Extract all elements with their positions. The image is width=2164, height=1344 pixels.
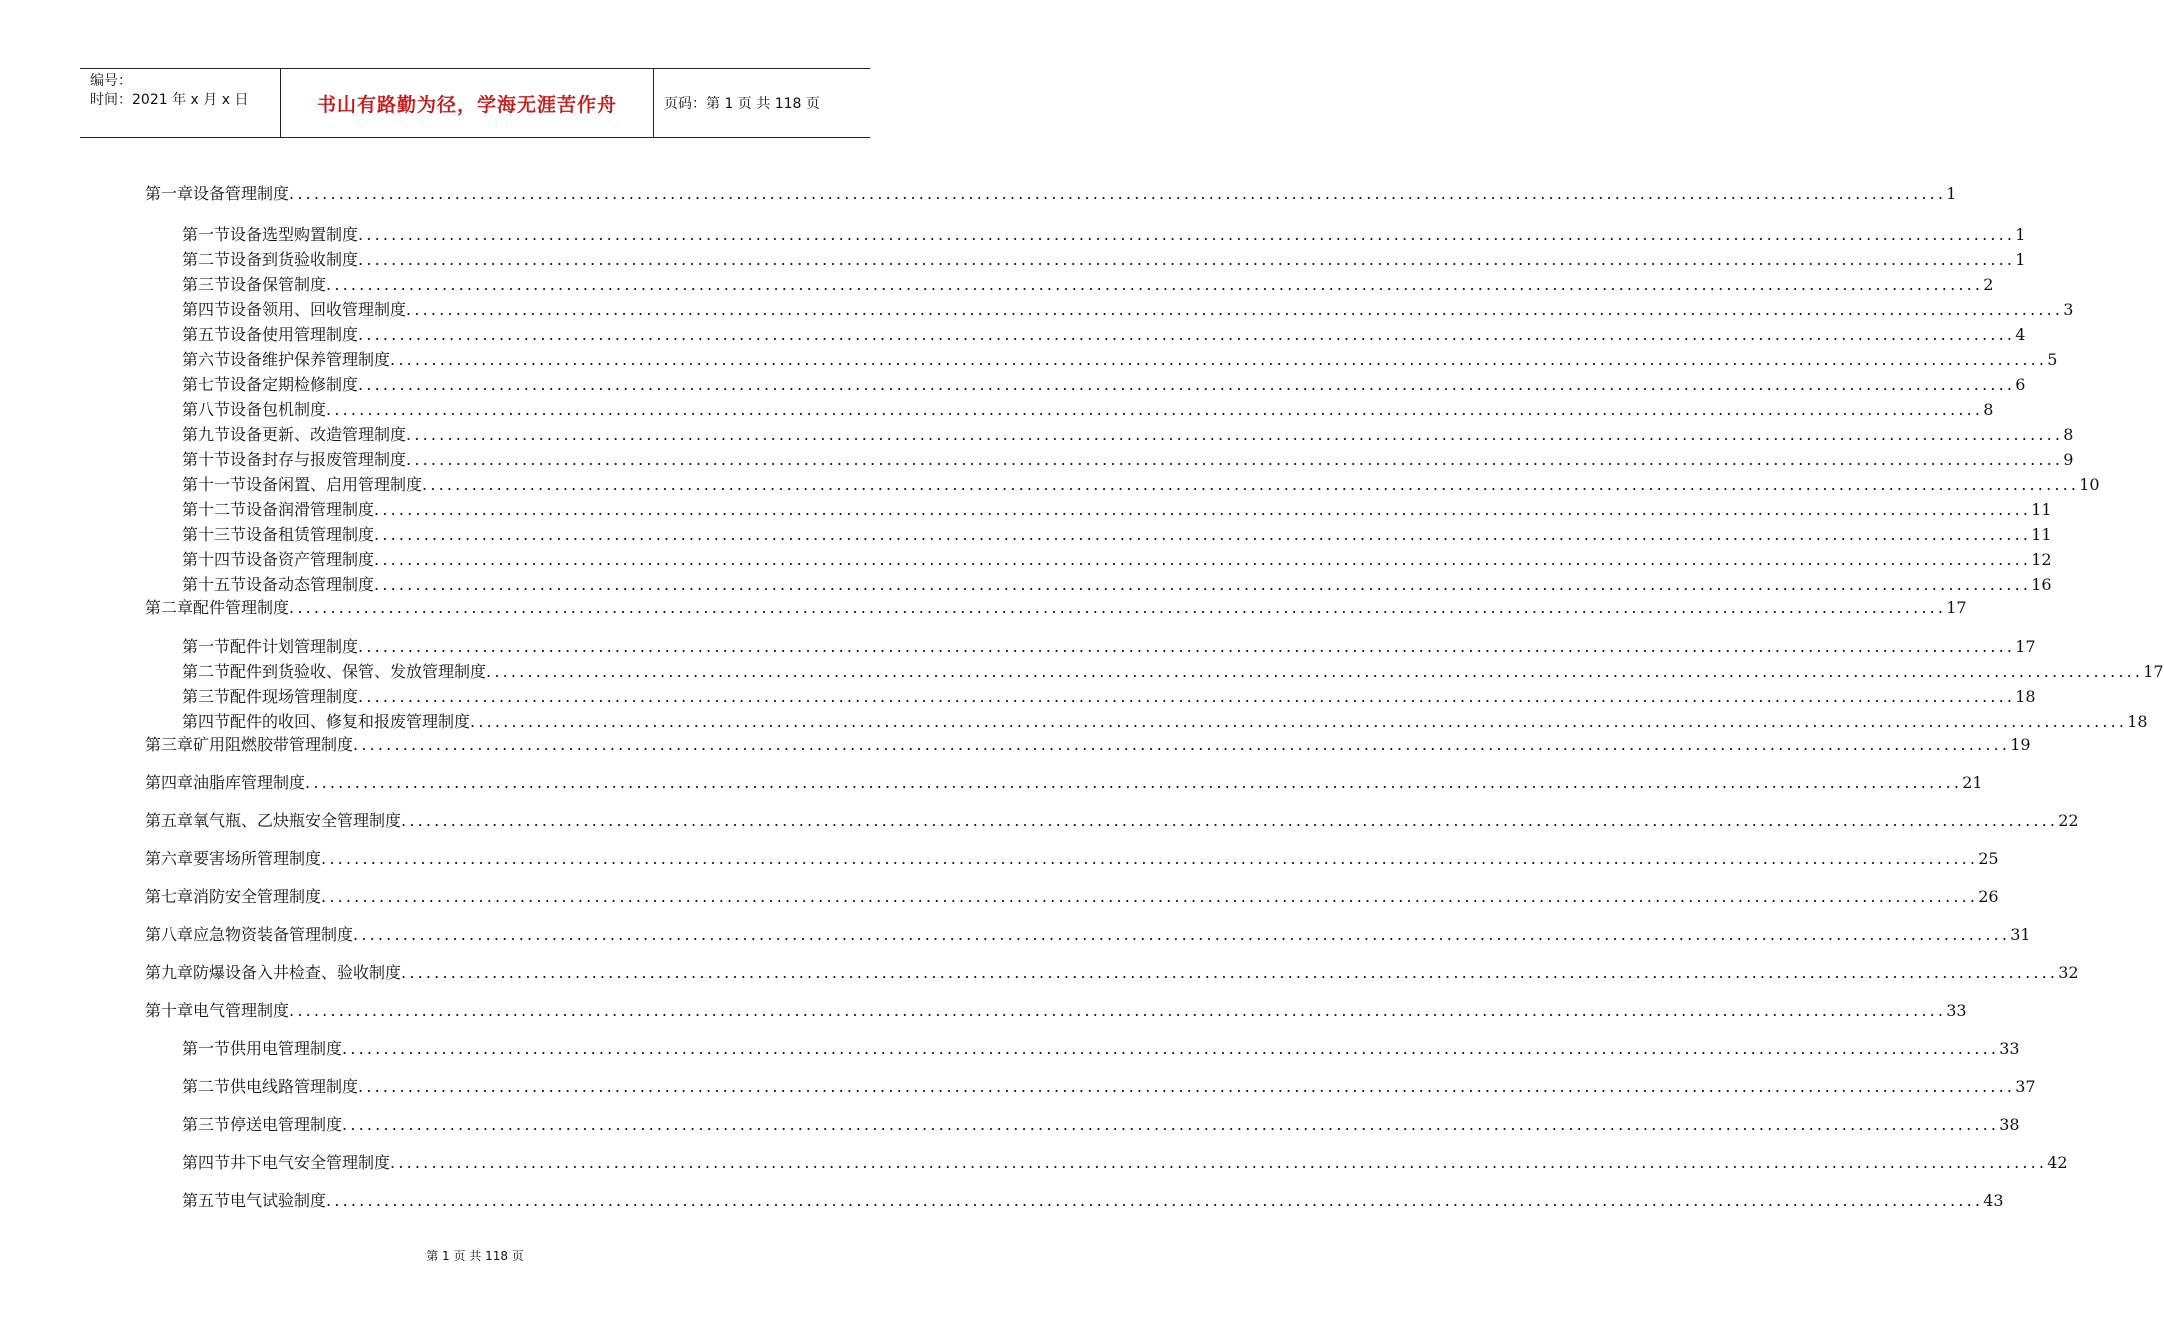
toc-page-number: 25 <box>1978 849 1999 868</box>
toc-title: 设备包机制度 <box>230 400 327 419</box>
toc-leader-dots: ........................................................................................................................................................................................................ <box>406 300 2064 319</box>
toc-title: 设备到货验收制度 <box>230 250 359 269</box>
toc-section-entry[interactable] <box>182 1076 2036 1098</box>
toc-number: 第八章 <box>145 925 194 944</box>
header-page-label: 页码：第 1 页 共 118 页 <box>664 96 820 112</box>
toc-number: 第十四节 <box>182 550 247 569</box>
toc-section-entry[interactable] <box>182 661 2164 683</box>
toc-title: 配件计划管理制度 <box>230 637 359 656</box>
toc-page-number: 4 <box>2015 325 2026 344</box>
toc-title: 设备更新、改造管理制度 <box>230 425 407 444</box>
toc-leader-dots: ........................................................................................................................................................................................................ <box>358 687 2016 706</box>
toc-title: 矿用阻燃胶带管理制度 <box>193 735 354 754</box>
toc-leader-dots: ........................................................................................................................................................................................................ <box>406 425 2064 444</box>
toc-number: 第一节 <box>182 637 231 656</box>
toc-number: 第十节 <box>182 450 231 469</box>
toc-number: 第五章 <box>145 811 194 830</box>
toc-number: 第六章 <box>145 849 194 868</box>
toc-page-number: 31 <box>2010 925 2031 944</box>
toc-number: 第七节 <box>182 375 231 394</box>
toc-section-entry[interactable] <box>182 1114 2020 1136</box>
toc-section-entry[interactable] <box>182 349 2058 371</box>
toc-number: 第四章 <box>145 773 194 792</box>
page-footer: 第 1 页 共 118 页 <box>426 1249 524 1263</box>
toc-chapter-entry[interactable] <box>145 772 1983 794</box>
toc-page-number: 22 <box>2058 811 2079 830</box>
toc-page-number: 16 <box>2031 575 2052 594</box>
toc-leader-dots: ........................................................................................................................................................................................................ <box>353 925 2011 944</box>
toc-number: 第二节 <box>182 250 231 269</box>
toc-number: 第十五节 <box>182 575 247 594</box>
toc-leader-dots: ........................................................................................................................................................................................................ <box>374 550 2032 569</box>
toc-leader-dots: ........................................................................................................................................................................................................ <box>358 375 2016 394</box>
toc-number: 第二节 <box>182 1077 231 1096</box>
toc-number: 第二节 <box>182 662 231 681</box>
toc-section-entry[interactable] <box>182 1190 2004 1212</box>
toc-section-entry[interactable] <box>182 299 2074 321</box>
toc-section-entry[interactable] <box>182 324 2026 346</box>
toc-page-number: 17 <box>2143 662 2164 681</box>
toc-title: 设备领用、回收管理制度 <box>230 300 407 319</box>
toc-leader-dots: ........................................................................................................................................................................................................ <box>358 225 2016 244</box>
toc-leader-dots: ........................................................................................................................................................................................................ <box>470 712 2128 731</box>
toc-number: 第四节 <box>182 300 231 319</box>
toc-title: 电气试验制度 <box>230 1191 327 1210</box>
toc-leader-dots: ........................................................................................................................................................................................................ <box>342 1115 2000 1134</box>
page-header <box>80 68 870 138</box>
toc-chapter-entry[interactable] <box>145 734 2031 756</box>
toc-title: 设备维护保养管理制度 <box>230 350 391 369</box>
toc-leader-dots: ........................................................................................................................................................................................................ <box>342 1039 2000 1058</box>
toc-number: 第九章 <box>145 963 194 982</box>
toc-title: 氧气瓶、乙炔瓶安全管理制度 <box>193 811 402 830</box>
toc-leader-dots: ........................................................................................................................................................................................................ <box>374 500 2032 519</box>
toc-page-number: 8 <box>1983 400 1994 419</box>
header-motto: 书山有路勤为径，学海无涯苦作舟 <box>281 69 654 137</box>
toc-leader-dots: ........................................................................................................................................................................................................ <box>326 400 1984 419</box>
toc-leader-dots: ........................................................................................................................................................................................................ <box>401 811 2059 830</box>
time-label: 时间：2021 年 x 月 x 日 <box>90 92 249 108</box>
toc-page-number: 37 <box>2015 1077 2036 1096</box>
toc-section-entry[interactable] <box>182 499 2052 521</box>
toc-title: 设备保管制度 <box>230 275 327 294</box>
toc-title: 设备使用管理制度 <box>230 325 359 344</box>
toc-section-entry[interactable] <box>182 249 2026 271</box>
toc-page-number: 33 <box>1999 1039 2020 1058</box>
toc-title: 设备租赁管理制度 <box>246 525 375 544</box>
header-left-cell <box>80 69 281 137</box>
toc-number: 第四节 <box>182 1153 231 1172</box>
toc-section-entry[interactable] <box>182 1152 2068 1174</box>
toc-leader-dots: ........................................................................................................................................................................................................ <box>374 525 2032 544</box>
toc-chapter-entry[interactable] <box>145 962 2079 984</box>
toc-title: 要害场所管理制度 <box>193 849 322 868</box>
toc-leader-dots: ........................................................................................................................................................................................................ <box>321 849 1979 868</box>
toc-leader-dots: ........................................................................................................................................................................................................ <box>326 275 1984 294</box>
toc-title: 电气管理制度 <box>193 1001 290 1020</box>
toc-page-number: 1 <box>1946 184 1957 203</box>
toc-page-number: 21 <box>1962 773 1983 792</box>
toc-leader-dots: ........................................................................................................................................................................................................ <box>321 887 1979 906</box>
toc-number: 第十一节 <box>182 475 247 494</box>
toc-chapter-entry[interactable] <box>145 924 2031 946</box>
toc-section-entry[interactable] <box>182 686 2036 708</box>
toc-page-number: 1 <box>2015 225 2026 244</box>
toc-section-entry[interactable] <box>182 424 2074 446</box>
toc-leader-dots: ........................................................................................................................................................................................................ <box>358 325 2016 344</box>
toc-page-number: 5 <box>2047 350 2058 369</box>
toc-leader-dots: ........................................................................................................................................................................................................ <box>486 662 2144 681</box>
toc-title: 消防安全管理制度 <box>193 887 322 906</box>
toc-leader-dots: ........................................................................................................................................................................................................ <box>422 475 2080 494</box>
toc-page-number: 18 <box>2015 687 2036 706</box>
toc-chapter-entry[interactable] <box>145 183 1957 205</box>
toc-number: 第一节 <box>182 1039 231 1058</box>
toc-chapter-entry[interactable] <box>145 810 2079 832</box>
toc-page-number: 6 <box>2015 375 2026 394</box>
toc-title: 配件管理制度 <box>193 598 290 617</box>
toc-leader-dots: ........................................................................................................................................................................................................ <box>358 637 2016 656</box>
toc-title: 设备定期检修制度 <box>230 375 359 394</box>
toc-number: 第三节 <box>182 1115 231 1134</box>
toc-page-number: 26 <box>1978 887 1999 906</box>
toc-page-number: 3 <box>2063 300 2074 319</box>
toc-title: 应急物资装备管理制度 <box>193 925 354 944</box>
toc-leader-dots: ........................................................................................................................................................................................................ <box>406 450 2064 469</box>
toc-title: 防爆设备入井检查、验收制度 <box>193 963 402 982</box>
toc-chapter-entry[interactable] <box>145 597 1967 619</box>
toc-section-entry[interactable] <box>182 399 1994 421</box>
toc-number: 第一章 <box>145 184 194 203</box>
toc-leader-dots: ........................................................................................................................................................................................................ <box>353 735 2011 754</box>
toc-page-number: 1 <box>2015 250 2026 269</box>
toc-leader-dots: ........................................................................................................................................................................................................ <box>358 1077 2016 1096</box>
toc-number: 第六节 <box>182 350 231 369</box>
toc-title: 设备选型购置制度 <box>230 225 359 244</box>
toc-page-number: 33 <box>1946 1001 1967 1020</box>
toc-title: 配件现场管理制度 <box>230 687 359 706</box>
toc-page-number: 12 <box>2031 550 2052 569</box>
toc-leader-dots: ........................................................................................................................................................................................................ <box>326 1191 1984 1210</box>
toc-number: 第十二节 <box>182 500 247 519</box>
toc-page-number: 38 <box>1999 1115 2020 1134</box>
toc-title: 设备闲置、启用管理制度 <box>246 475 423 494</box>
toc-number: 第七章 <box>145 887 194 906</box>
toc-leader-dots: ........................................................................................................................................................................................................ <box>289 1001 1947 1020</box>
toc-section-entry[interactable] <box>182 524 2052 546</box>
toc-page-number: 2 <box>1983 275 1994 294</box>
toc-page-number: 9 <box>2063 450 2074 469</box>
toc-number: 第十章 <box>145 1001 194 1020</box>
toc-title: 配件到货验收、保管、发放管理制度 <box>230 662 487 681</box>
toc-number: 第八节 <box>182 400 231 419</box>
toc-section-entry[interactable] <box>182 711 2148 733</box>
toc-section-entry[interactable] <box>182 636 2036 658</box>
toc-title: 设备封存与报废管理制度 <box>230 450 407 469</box>
toc-title: 设备管理制度 <box>193 184 290 203</box>
toc-number: 第九节 <box>182 425 231 444</box>
toc-page-number: 11 <box>2031 525 2052 544</box>
toc-page-number: 11 <box>2031 500 2052 519</box>
toc-chapter-entry[interactable] <box>145 1000 1967 1022</box>
toc-page-number: 32 <box>2058 963 2079 982</box>
toc-section-entry[interactable] <box>182 449 2074 471</box>
toc-section-entry[interactable] <box>182 1038 2020 1060</box>
toc-number: 第十三节 <box>182 525 247 544</box>
toc-leader-dots: ........................................................................................................................................................................................................ <box>390 350 2048 369</box>
toc-title: 供用电管理制度 <box>230 1039 343 1058</box>
toc-leader-dots: ........................................................................................................................................................................................................ <box>374 575 2032 594</box>
toc-section-entry[interactable] <box>182 474 2100 496</box>
toc-page-number: 43 <box>1983 1191 2004 1210</box>
toc-leader-dots: ........................................................................................................................................................................................................ <box>390 1153 2048 1172</box>
toc-page-number: 17 <box>2015 637 2036 656</box>
toc-number: 第五节 <box>182 325 231 344</box>
toc-number: 第三章 <box>145 735 194 754</box>
toc-leader-dots: ........................................................................................................................................................................................................ <box>289 184 1947 203</box>
toc-section-entry[interactable] <box>182 574 2052 596</box>
toc-section-entry[interactable] <box>182 274 1994 296</box>
toc-number: 第一节 <box>182 225 231 244</box>
toc-section-entry[interactable] <box>182 549 2052 571</box>
toc-chapter-entry[interactable] <box>145 848 1999 870</box>
toc-chapter-entry[interactable] <box>145 886 1999 908</box>
toc-page-number: 18 <box>2127 712 2148 731</box>
toc-leader-dots: ........................................................................................................................................................................................................ <box>358 250 2016 269</box>
toc-number: 第四节 <box>182 712 231 731</box>
toc-page-number: 8 <box>2063 425 2074 444</box>
toc-leader-dots: ........................................................................................................................................................................................................ <box>289 598 1947 617</box>
toc-page-number: 19 <box>2010 735 2031 754</box>
number-label: 编号： <box>90 73 132 89</box>
toc-page-number: 17 <box>1946 598 1967 617</box>
toc-title: 设备润滑管理制度 <box>246 500 375 519</box>
toc-number: 第五节 <box>182 1191 231 1210</box>
toc-number: 第二章 <box>145 598 194 617</box>
toc-number: 第三节 <box>182 687 231 706</box>
toc-leader-dots: ........................................................................................................................................................................................................ <box>401 963 2059 982</box>
toc-leader-dots: ........................................................................................................................................................................................................ <box>305 773 1963 792</box>
toc-section-entry[interactable] <box>182 374 2026 396</box>
toc-title: 供电线路管理制度 <box>230 1077 359 1096</box>
toc-title: 井下电气安全管理制度 <box>230 1153 391 1172</box>
toc-title: 油脂库管理制度 <box>193 773 306 792</box>
toc-number: 第三节 <box>182 275 231 294</box>
toc-title: 设备动态管理制度 <box>246 575 375 594</box>
toc-title: 设备资产管理制度 <box>246 550 375 569</box>
toc-page-number: 42 <box>2047 1153 2068 1172</box>
toc-page-number: 10 <box>2079 475 2100 494</box>
toc-title: 配件的收回、修复和报废管理制度 <box>230 712 471 731</box>
toc-title: 停送电管理制度 <box>230 1115 343 1134</box>
toc-section-entry[interactable] <box>182 224 2026 246</box>
